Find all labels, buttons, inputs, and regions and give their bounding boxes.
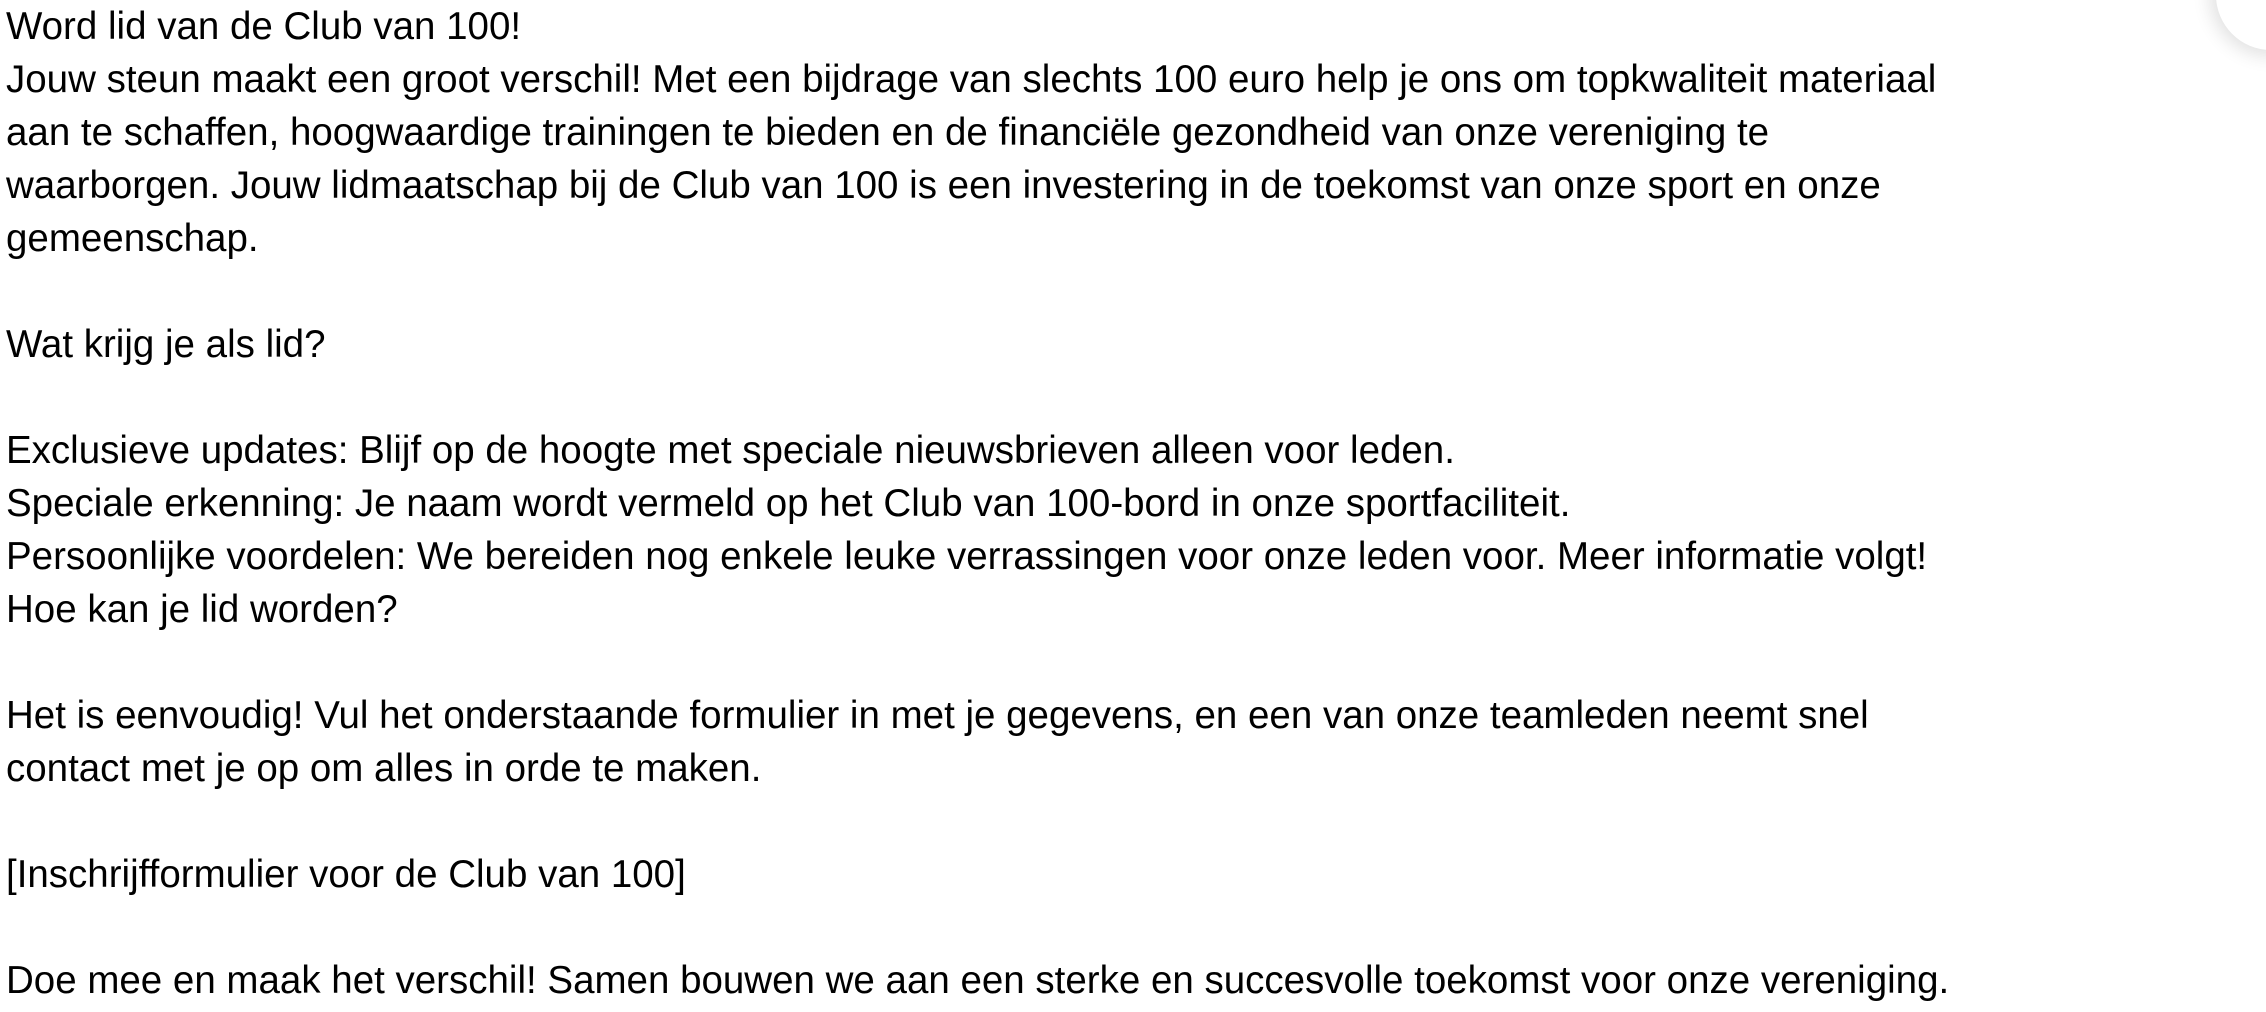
form-placeholder: [Inschrijfformulier voor de Club van 100] — [6, 853, 686, 896]
benefit-item: Speciale erkenning: Je naam wordt vermeld op het Club van 100-bord in onze sportfaciliteit. — [6, 482, 1571, 525]
spacer — [6, 795, 2262, 848]
join-line: Het is eenvoudig! Vul het onderstaande formulier in met je gegevens, en een van onze teamleden neemt snel — [6, 694, 1869, 737]
intro-line: Jouw steun maakt een groot verschil! Met een bijdrage van slechts 100 euro help je ons om topkwaliteit materiaal — [6, 58, 1937, 101]
spacer — [6, 636, 2262, 689]
join-heading: Hoe kan je lid worden? — [6, 588, 398, 631]
intro-line: waarborgen. Jouw lidmaatschap bij de Club van 100 is een investering in de toekomst van onze sport en onze — [6, 164, 1881, 207]
join-line: contact met je op om alles in orde te maken. — [6, 747, 762, 790]
benefit-item: Exclusieve updates: Blijf op de hoogte met speciale nieuwsbrieven alleen voor leden. — [6, 429, 1455, 472]
intro-line: gemeenschap. — [6, 217, 259, 260]
document-body — [6, 0, 2262, 1007]
benefits-heading: Wat krijg je als lid? — [6, 323, 326, 366]
spacer — [6, 265, 2262, 318]
spacer — [6, 371, 2262, 424]
intro-line: aan te schaffen, hoogwaardige trainingen te bieden en de financiële gezondheid van onze vereniging te — [6, 111, 1770, 154]
document-title: Word lid van de Club van 100! — [6, 5, 522, 48]
spacer — [6, 901, 2262, 954]
benefit-item: Persoonlijke voordelen: We bereiden nog enkele leuke verrassingen voor onze leden voor. Meer informatie volgt! — [6, 535, 1928, 578]
closing-line: Doe mee en maak het verschil! Samen bouwen we aan een sterke en succesvolle toekomst voor onze vereniging. — [6, 959, 1950, 1002]
